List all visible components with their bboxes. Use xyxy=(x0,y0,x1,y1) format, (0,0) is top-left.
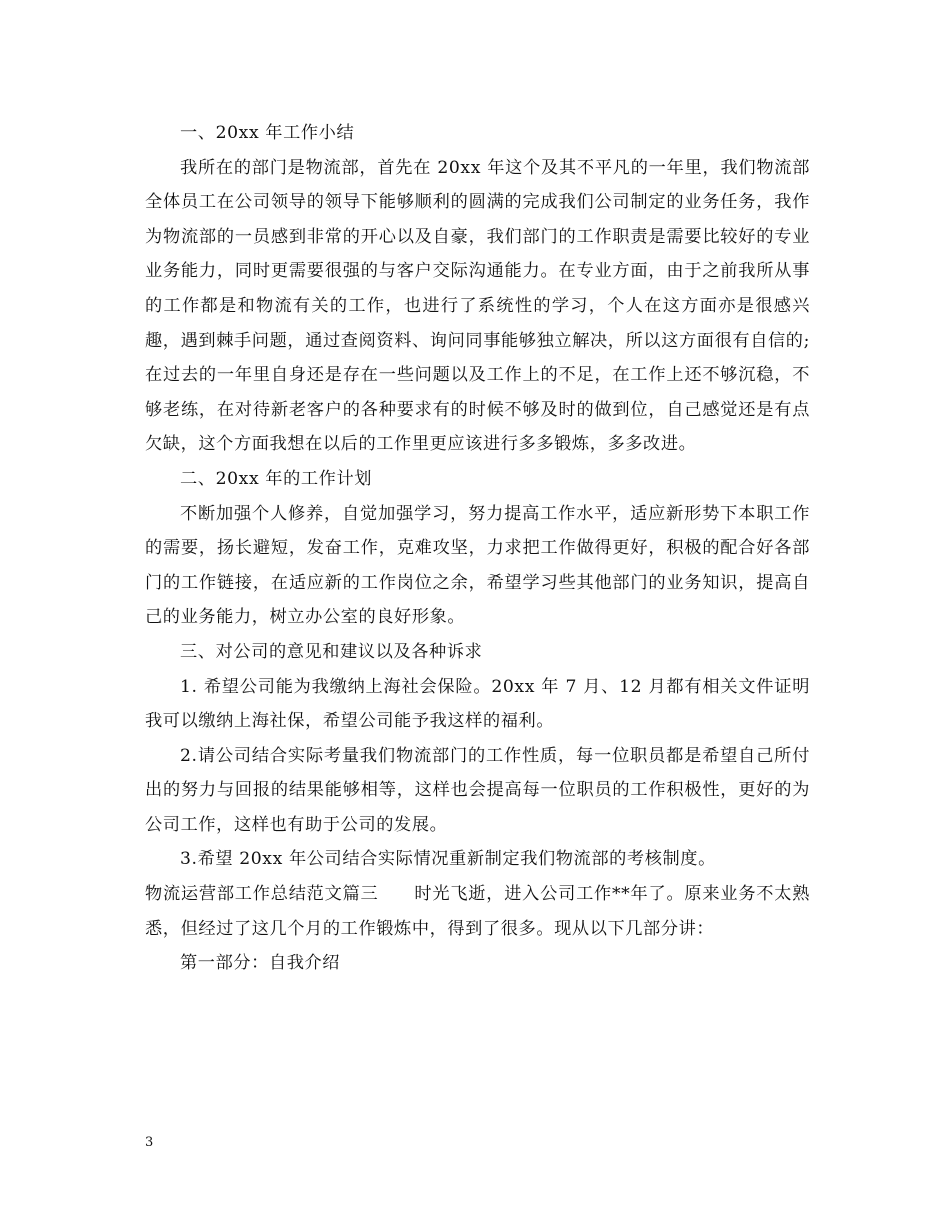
article-three-intro: 物流运营部工作总结范文篇三 时光飞逝，进入公司工作**年了。原来业务不太熟悉，但经过了这几个月的工作锻炼中，得到了很多。现从以下几部分讲： xyxy=(145,884,810,939)
suggestion-item-1: 1. 希望公司能为我缴纳上海社会保险。20xx 年 7 月、12 月都有相关文件证明我可以缴纳上海社保，希望公司能予我这样的福利。 xyxy=(145,676,810,732)
section-heading-plan: 二、20xx 年的工作计划 xyxy=(180,468,373,489)
paragraph-summary: 我所在的部门是物流部，首先在 20xx 年这个及其不平凡的一年里，我们物流部全体员工在公司领导的领导下能够顺利的圆满的完成我们公司制定的业务任务，我作为物流部的一员感到非常的开心以及自豪，我们部门的工作职责是需要比较好的专业业务能力，同时更需要很强的与客户交际沟通能力。在专业方面，由于之前我所从事的工作都是和物流有关的工作，也进行了系统性的学习，个人在这方面亦是很感兴趣，遇到棘手问题，通过查阅资料、询问同事能够独立解决，所以这方面很有自信的;在过去的一年里自身还是存在一些问题以及工作上的不足，在工作上还不够沉稳，不够老练，在对待新老客户的各种要求有的时候不够及时的做到位，自己感觉还是有点欠缺，这个方面我想在以后的工作里更应该进行多多锻炼，多多改进。 xyxy=(145,157,810,455)
paragraph-plan: 不断加强个人修养，自觉加强学习，努力提高工作水平，适应新形势下本职工作的需要，扬长避短，发奋工作，克难攻坚，力求把工作做得更好，积极的配合好各部门的工作链接，在适应新的工作岗位之余，希望学习些其他部门的业务知识，提高自己的业务能力，树立办公室的良好形象。 xyxy=(145,503,810,628)
document-body xyxy=(145,116,810,981)
part-one-heading: 第一部分：自我介绍 xyxy=(180,953,341,974)
suggestion-item-2: 2.请公司结合实际考量我们物流部门的工作性质，每一位职员都是希望自己所付出的努力与回报的结果能够相等，这样也会提高每一位职员的工作积极性，更好的为公司工作，这样也有助于公司的发展。 xyxy=(145,745,810,835)
section-heading-summary: 一、20xx 年工作小结 xyxy=(180,123,355,143)
page-number: 3 xyxy=(145,1135,154,1150)
section-heading-suggestions: 三、对公司的意见和建议以及各种诉求 xyxy=(180,641,483,662)
suggestion-item-3: 3.希望 20xx 年公司结合实际情况重新制定我们物流部的考核制度。 xyxy=(180,849,716,870)
